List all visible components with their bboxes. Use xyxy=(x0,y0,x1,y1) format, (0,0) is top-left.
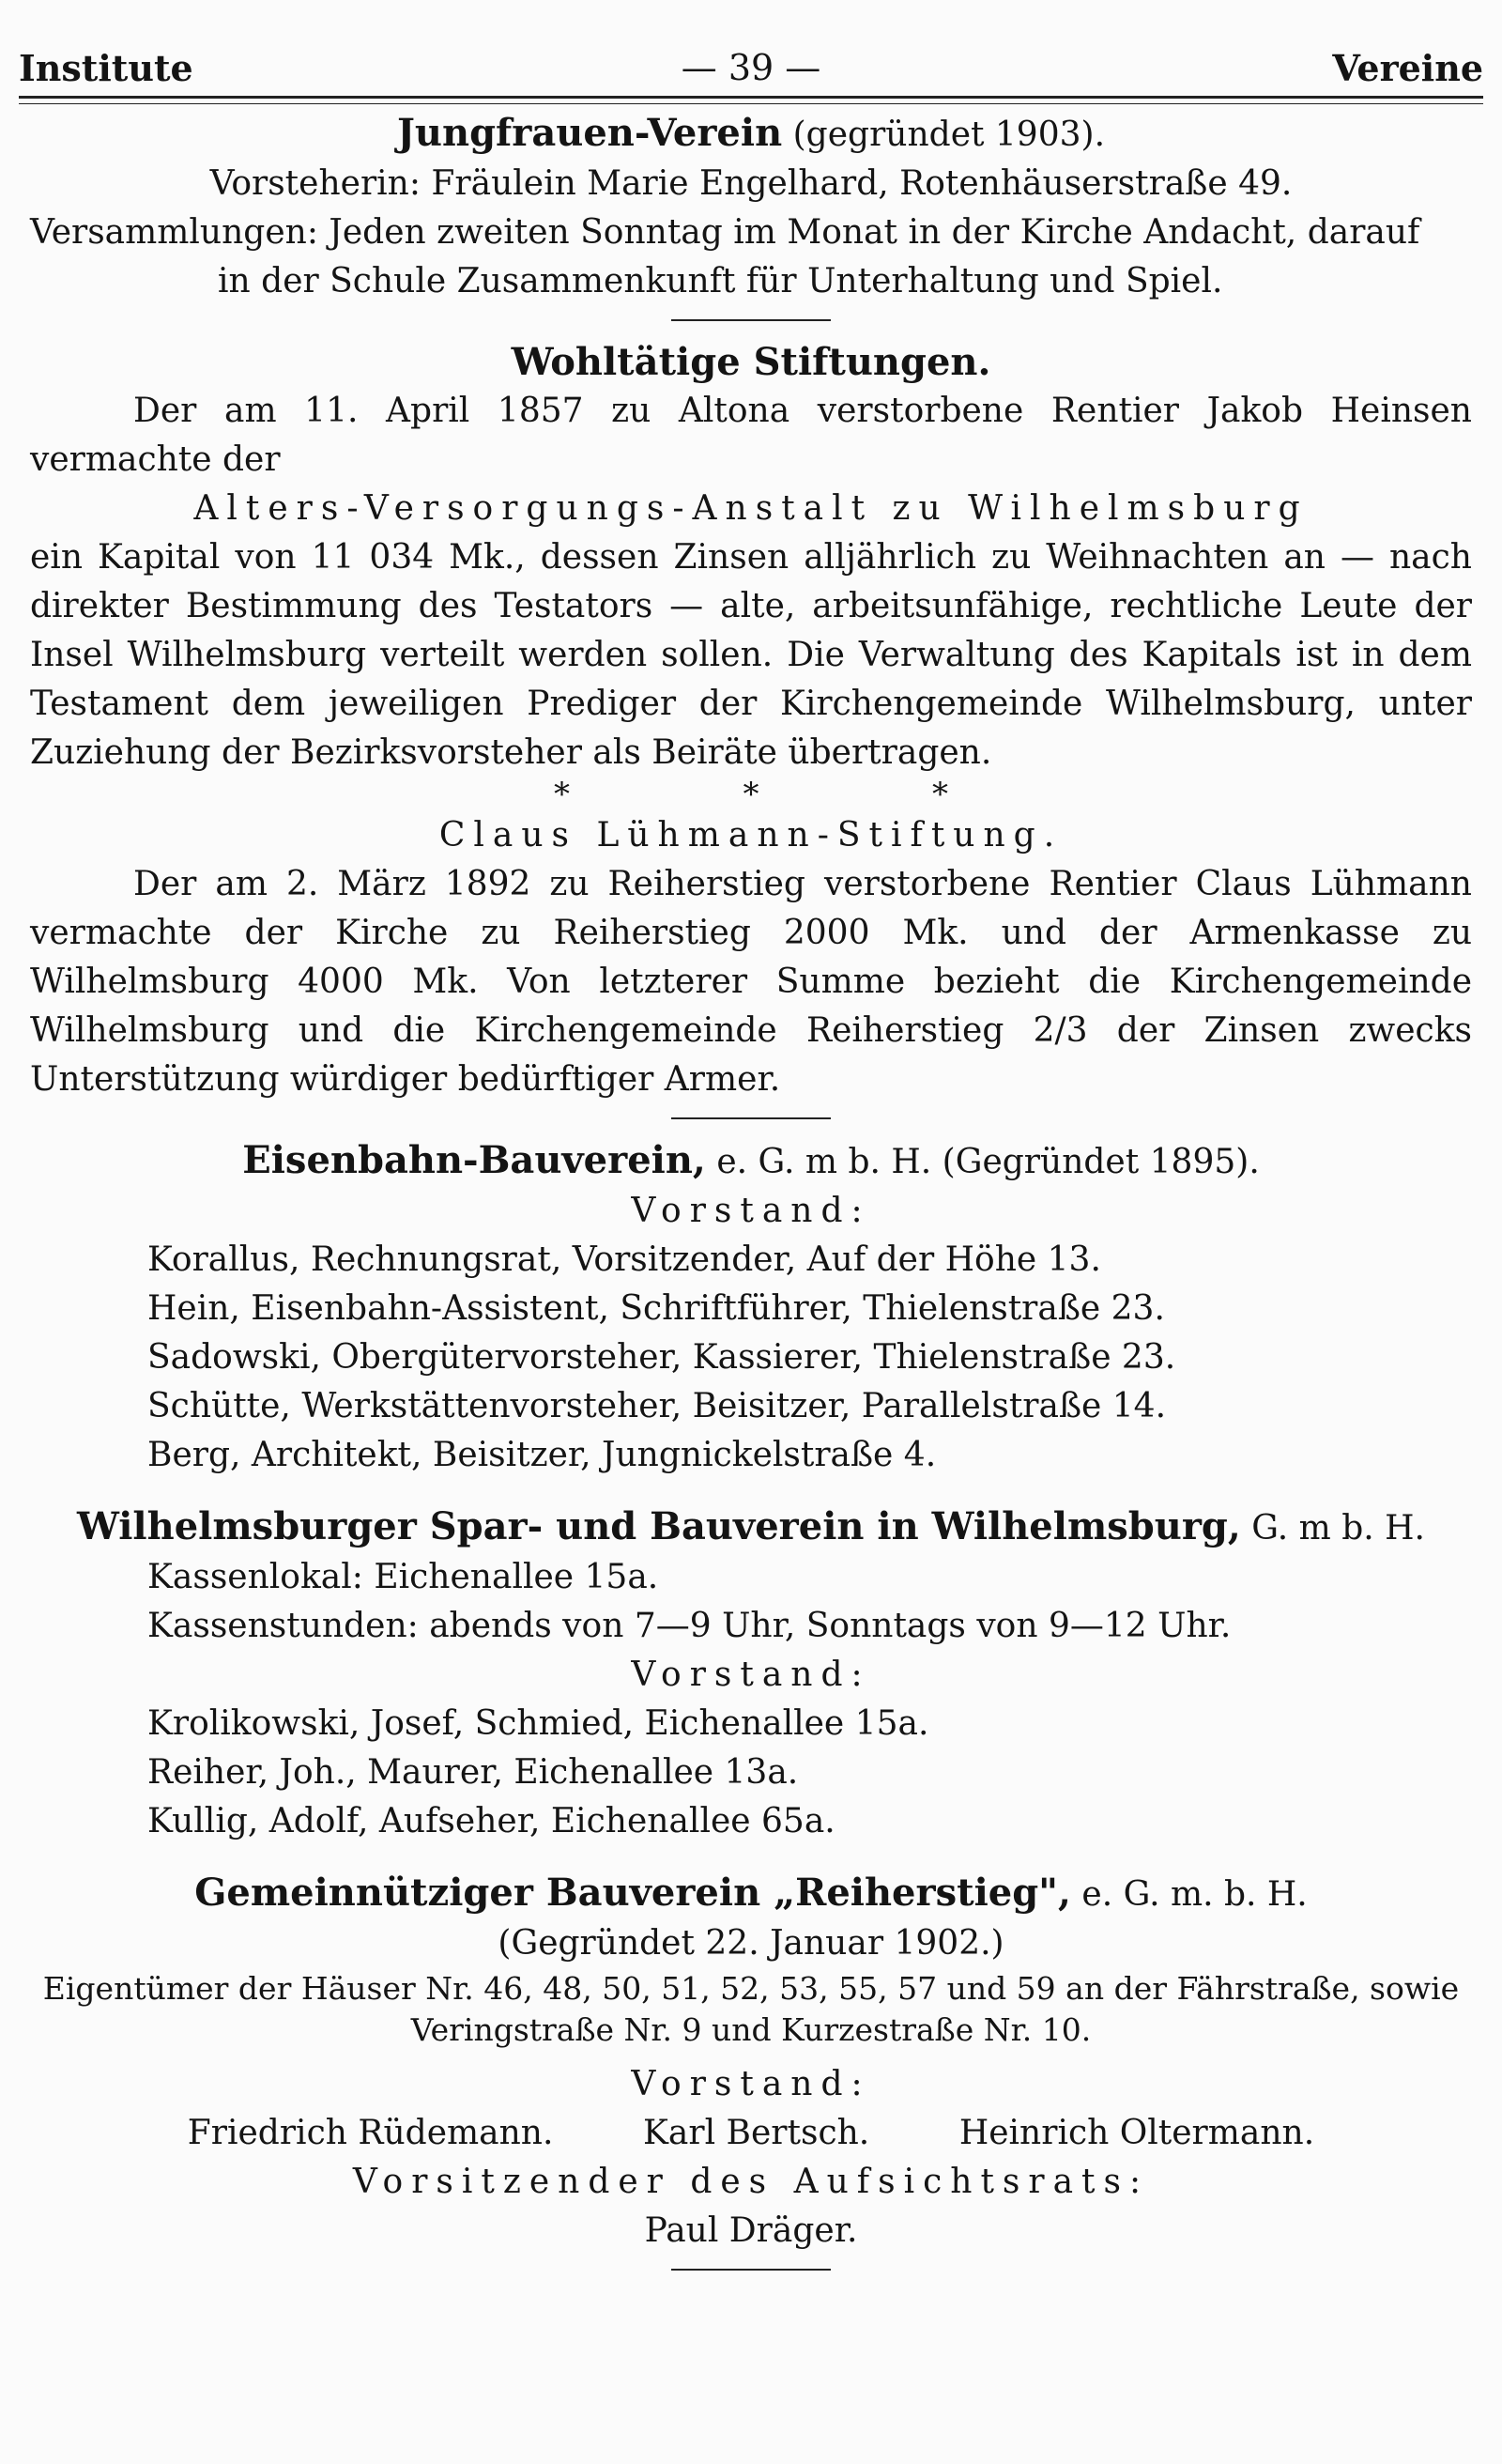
list-item: Krolikowski, Josef, Schmied, Eichenallee 15a. xyxy=(147,1704,929,1743)
member-row xyxy=(30,2109,1472,2158)
list-item: Korallus, Rechnungsrat, Vorsitzender, Auf der Höhe 13. xyxy=(147,1240,1101,1279)
page-content xyxy=(30,109,1472,2287)
section-title-suffix: e. G. m b. H. (Gegründet 1895). xyxy=(716,1143,1260,1181)
founded-note: (gegründet 1903). xyxy=(792,116,1106,154)
list-item: Karl Bertsch. xyxy=(643,2114,870,2152)
asterisk: * xyxy=(932,776,948,813)
vorstand-label: Vorstand: xyxy=(631,1192,871,1230)
paragraph: Der am 11. April 1857 zu Altona verstorbene Rentier Jakob Heinsen vermachte der xyxy=(30,392,1472,479)
vorstand-label: Vorstand: xyxy=(631,1656,871,1694)
owner-line-continued: Veringstraße Nr. 9 und Kurzestraße Nr. 10. xyxy=(410,2011,1092,2048)
list-item: Heinrich Oltermann. xyxy=(958,2114,1315,2152)
page-header xyxy=(19,38,1483,94)
founded-note: (Gegründet 22. Januar 1902.) xyxy=(498,1924,1004,1963)
subsection-title: Claus Lühmann-Stiftung. xyxy=(438,816,1064,855)
paragraph: Der am 2. März 1892 zu Reiherstieg verstorbene Rentier Claus Lühmann vermachte der Kirche zu Reiherstieg 2000 Mk. und der Armenkasse zu Wilhelmsburg 4000 Mk. Von letzterer Summe bezieht die Kirchengemeinde Wilhelmsburg und die Kirchengemeinde Reiherstieg 2/3 der Zinsen zwecks Unterstützung würdiger bedürftiger Armer. xyxy=(30,865,1472,1099)
list-item: Kullig, Adolf, Aufseher, Eichenallee 65a. xyxy=(147,1802,835,1840)
institution-name: Alters-Versorgungs-Anstalt zu Wilhelmsburg xyxy=(193,489,1309,528)
section-title: Eisenbahn-Bauverein, xyxy=(242,1138,706,1182)
asterisk: * xyxy=(554,776,570,813)
asterisk: * xyxy=(743,776,759,813)
list-item: Hein, Eisenbahn-Assistent, Schriftführer, Thielenstraße 23. xyxy=(147,1289,1165,1328)
paragraph: ein Kapital von 11 034 Mk., dessen Zinsen alljährlich zu Weihnachten an — nach direkter Bestimmung des Testators — alte, arbeitsunfähige, rechtliche Leute der Insel Wilhelmsburg verteilt werden sollen. Die Verwaltung des Kapitals ist in dem Testament dem jeweiligen Prediger der Kirchengemeinde Wilhelmsburg, unter Zuziehung der Bezirksvorsteher als Beiräte übertragen. xyxy=(30,538,1472,772)
section-heading xyxy=(30,1502,1472,1553)
vorstand-label: Vorstand: xyxy=(631,2065,871,2103)
aufsichtsrat-name: Paul Dräger. xyxy=(644,2211,858,2250)
section-title: Jungfrauen-Verein xyxy=(396,111,783,155)
member-list xyxy=(30,1700,1472,1846)
section-divider xyxy=(671,319,831,321)
header-rule xyxy=(19,96,1483,99)
spacer xyxy=(30,2051,1472,2060)
list-item: Reiher, Joh., Maurer, Eichenallee 13a. xyxy=(147,1753,799,1792)
section-jungfrauen-verein xyxy=(30,109,1472,306)
meetings-line: Versammlungen: Jeden zweiten Sonntag im Monat in der Kirche Andacht, darauf xyxy=(30,213,1420,252)
section-title-suffix: G. m b. H. xyxy=(1251,1509,1425,1548)
section-heading xyxy=(30,1136,1472,1187)
section-heading xyxy=(30,109,1472,160)
office-line: Kassenlokal: Eichenallee 15a. xyxy=(147,1558,659,1596)
section-title: Wilhelmsburger Spar- und Bauverein in Wilhelmsburg, xyxy=(77,1504,1241,1548)
leader-line: Vorsteherin: Fräulein Marie Engelhard, Rotenhäuserstraße 49. xyxy=(209,164,1293,203)
list-item: Berg, Architekt, Beisitzer, Jungnickelstraße 4. xyxy=(147,1436,937,1474)
owner-line: Eigentümer der Häuser Nr. 46, 48, 50, 51, 52, 53, 55, 57 und 59 an der Fährstraße, sowie xyxy=(42,1970,1460,2007)
list-item: Friedrich Rüdemann. xyxy=(187,2114,554,2152)
section-gemeinnuetziger-bauverein xyxy=(30,1869,1472,2256)
member-list xyxy=(30,1236,1472,1480)
section-divider xyxy=(671,1117,831,1119)
aufsichtsrat-label: Vorsitzender des Aufsichtsrats: xyxy=(352,2163,1150,2201)
hours-line: Kassenstunden: abends von 7—9 Uhr, Sonntags von 9—12 Uhr. xyxy=(147,1607,1232,1645)
list-item: Schütte, Werkstättenvorsteher, Beisitzer, Parallelstraße 14. xyxy=(147,1387,1167,1425)
page-number: — 39 — xyxy=(681,47,821,88)
info-lines xyxy=(30,1553,1472,1651)
header-right-label: Vereine xyxy=(1332,47,1483,89)
header-rule-thin xyxy=(19,103,1483,104)
header-left-label: Institute xyxy=(19,47,193,89)
section-spar-und-bauverein xyxy=(30,1502,1472,1846)
section-heading xyxy=(30,1869,1472,1919)
spacer xyxy=(30,1480,1472,1502)
spacer xyxy=(30,1846,1472,1869)
meetings-line-continued: in der Schule Zusammenkunft für Unterhaltung und Spiel. xyxy=(218,262,1223,300)
list-item: Sadowski, Obergütervorsteher, Kassierer, Thielenstraße 23. xyxy=(147,1338,1176,1377)
section-stiftungen xyxy=(30,338,1472,1104)
section-title: Wohltätige Stiftungen. xyxy=(511,340,991,384)
section-title-suffix: e. G. m. b. H. xyxy=(1081,1875,1308,1914)
section-title: Gemeinnütziger Bauverein „Reiherstieg", xyxy=(194,1871,1071,1915)
section-divider xyxy=(671,2269,831,2271)
section-eisenbahn-bauverein xyxy=(30,1136,1472,1480)
asterisk-divider xyxy=(554,778,948,811)
